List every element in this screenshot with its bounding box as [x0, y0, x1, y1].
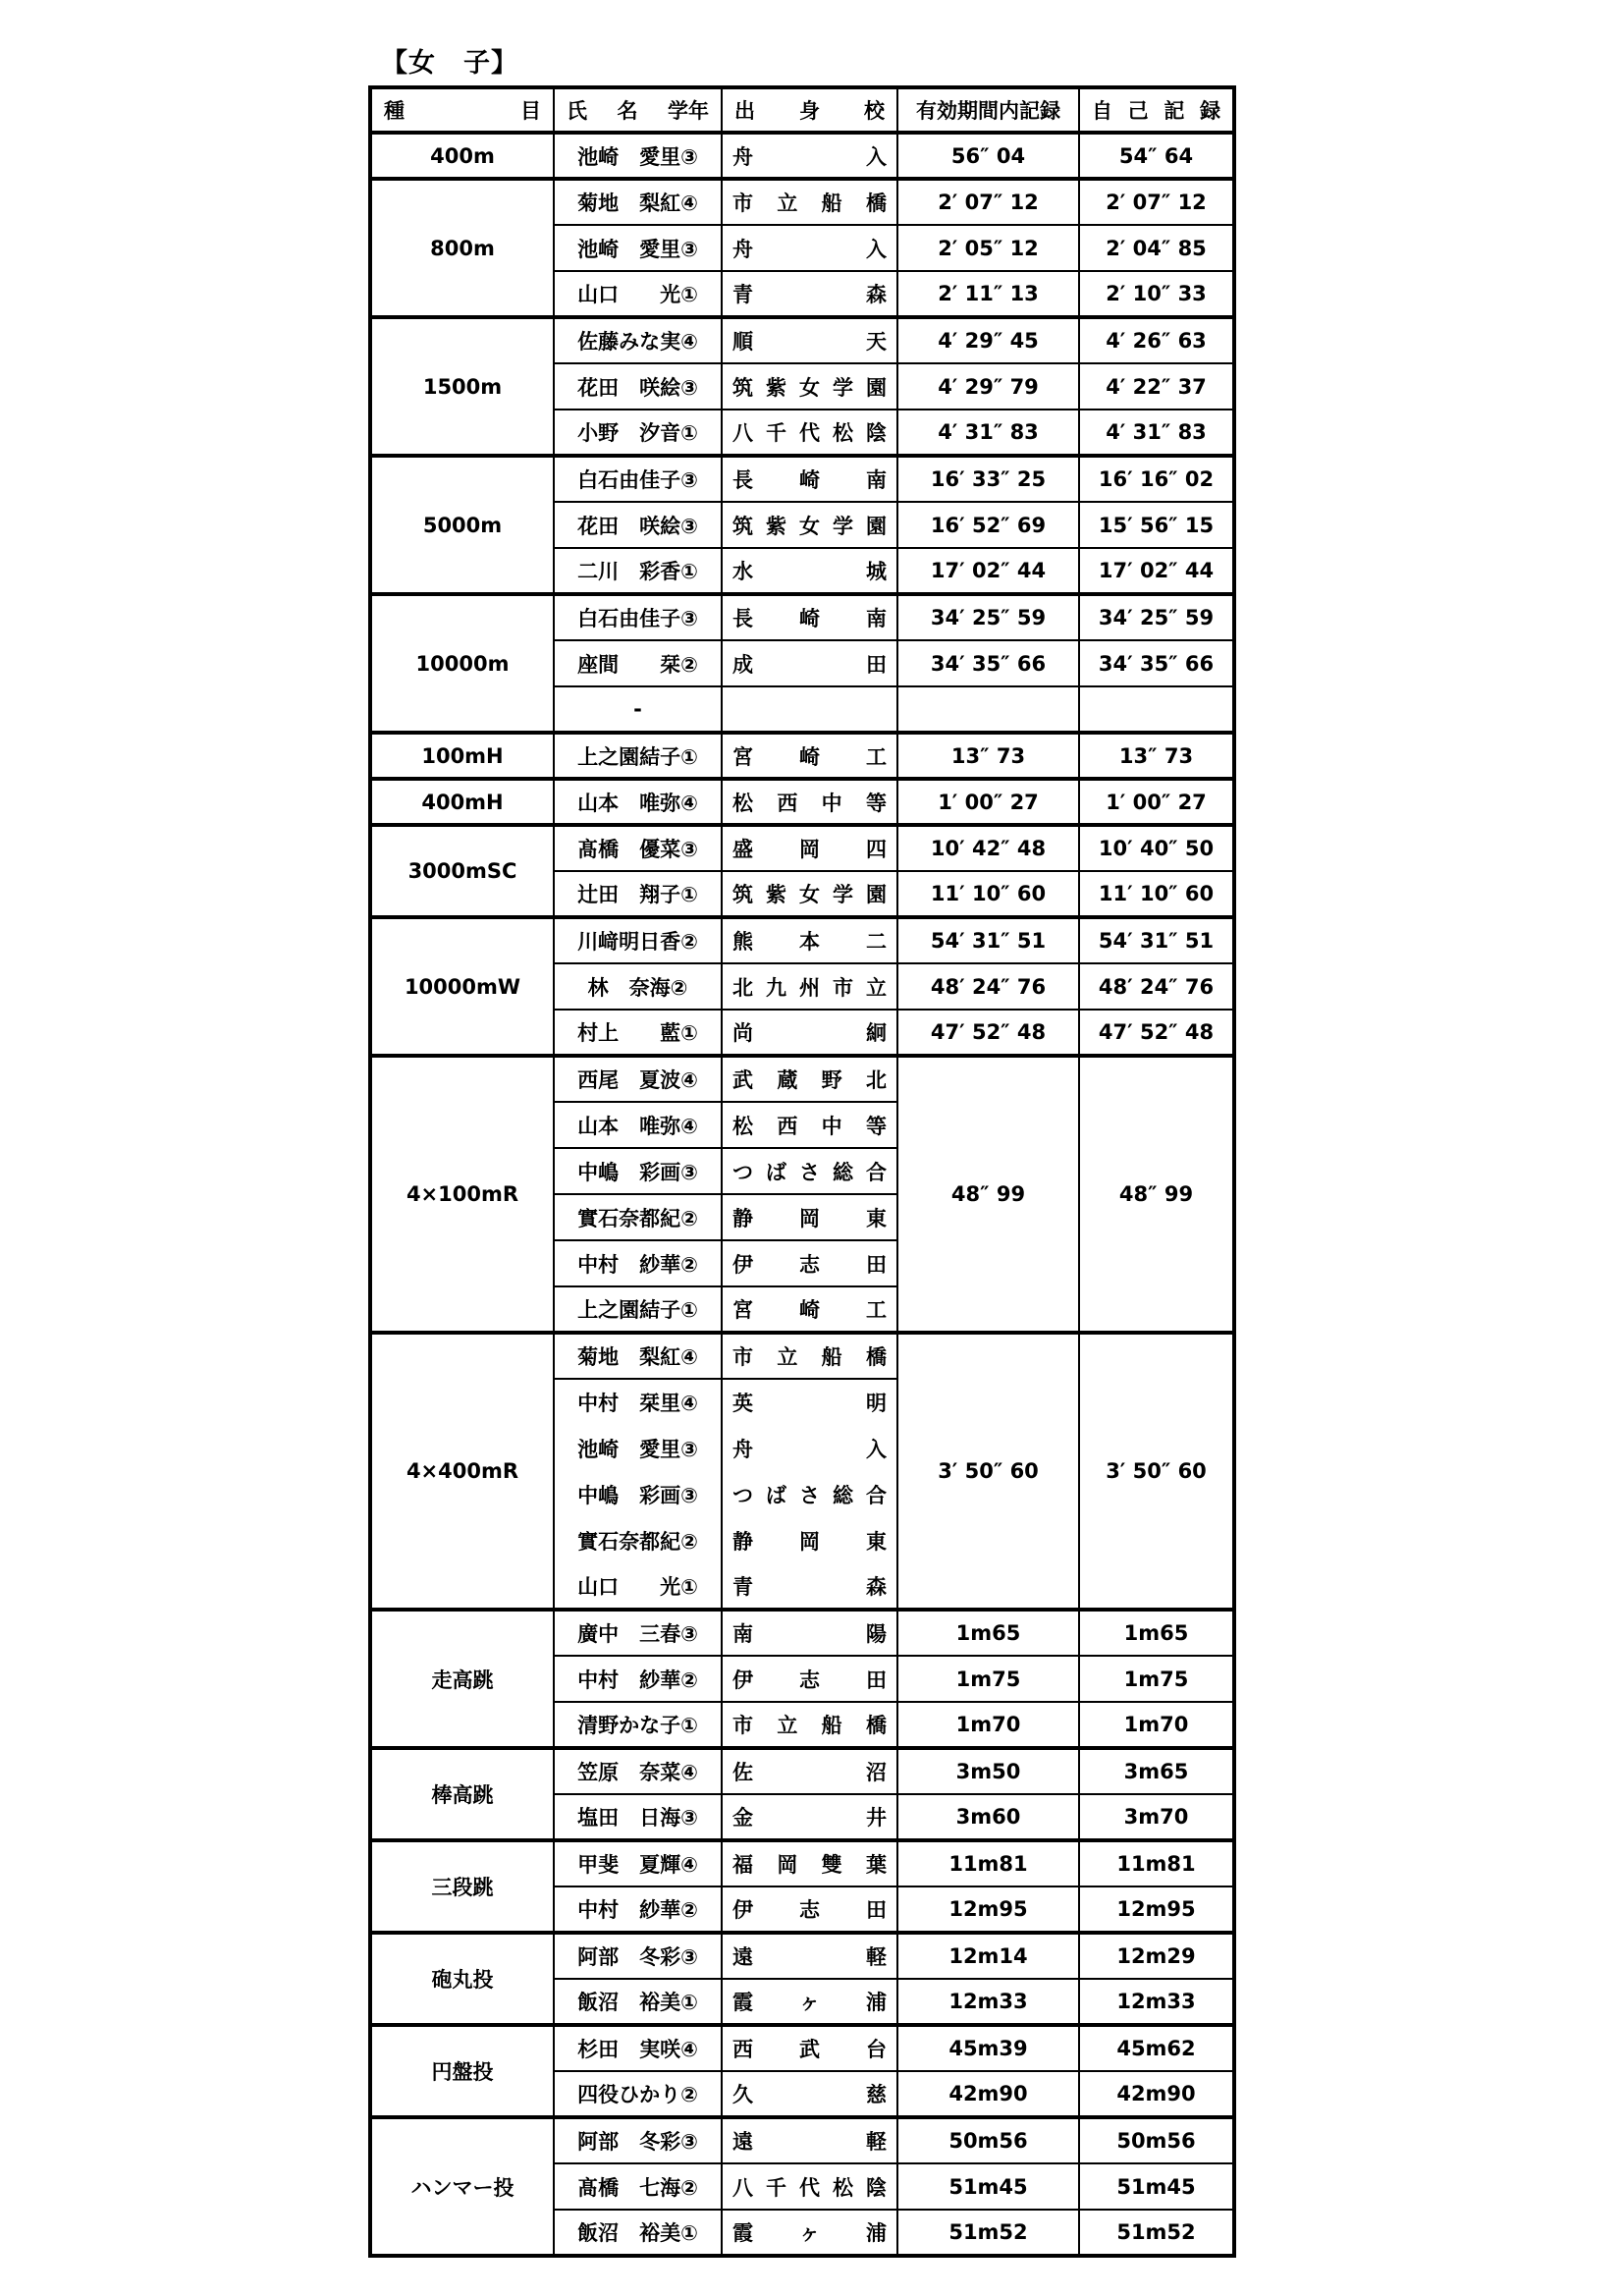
- personal-record-cell: 48″ 99: [1079, 1056, 1234, 1333]
- athlete-name-cell: 杉田 実咲④: [554, 2025, 722, 2071]
- valid-record-cell: 47′ 52″ 48: [897, 1010, 1079, 1056]
- personal-record-cell: 45m62: [1079, 2025, 1234, 2071]
- school-cell: 霞 ヶ 浦: [722, 1979, 897, 2025]
- personal-record-cell: 1′ 00″ 27: [1079, 779, 1234, 825]
- athlete-name-cell: 菊地 梨紅④: [554, 1333, 722, 1379]
- valid-record-cell: 48″ 99: [897, 1056, 1079, 1333]
- event-cell: 5000m: [370, 456, 554, 594]
- school-cell: 舟 入: [722, 1425, 897, 1471]
- athlete-name-cell: 上之園結子①: [554, 1286, 722, 1333]
- table-row: [370, 594, 1234, 640]
- school-cell: 静 岡 東: [722, 1194, 897, 1240]
- personal-record-cell: 42m90: [1079, 2071, 1234, 2117]
- personal-record-cell: 48′ 24″ 76: [1079, 963, 1234, 1010]
- athlete-name-cell: 上之園結子①: [554, 733, 722, 779]
- school-cell: 長 崎 南: [722, 594, 897, 640]
- personal-record-cell: 1m70: [1079, 1702, 1234, 1748]
- school-cell: 筑 紫 女 学 園: [722, 363, 897, 410]
- table-row: [370, 1933, 1234, 1979]
- table-row: [370, 733, 1234, 779]
- school-cell: 宮 崎 工: [722, 1286, 897, 1333]
- valid-record-cell: 48′ 24″ 76: [897, 963, 1079, 1010]
- school-cell: 宮 崎 工: [722, 733, 897, 779]
- athlete-name-cell: 飯沼 裕美①: [554, 1979, 722, 2025]
- school-cell: 南 陽: [722, 1610, 897, 1656]
- event-cell: 砲丸投: [370, 1933, 554, 2025]
- table-row: [370, 1333, 1234, 1379]
- personal-record-cell: 3m65: [1079, 1748, 1234, 1794]
- valid-record-cell: 3m60: [897, 1794, 1079, 1840]
- personal-record-cell: 34′ 35″ 66: [1079, 640, 1234, 686]
- table-row: [370, 1610, 1234, 1656]
- school-cell: 伊 志 田: [722, 1656, 897, 1702]
- athlete-name-cell: 花田 咲絵③: [554, 363, 722, 410]
- event-cell: 三段跳: [370, 1840, 554, 1933]
- school-cell: 西 武 台: [722, 2025, 897, 2071]
- athlete-name-cell: 山本 唯弥④: [554, 1102, 722, 1148]
- school-cell: 松 西 中 等: [722, 1102, 897, 1148]
- school-cell: 順 天: [722, 317, 897, 363]
- valid-record-cell: 51m45: [897, 2163, 1079, 2210]
- table-row: [370, 2117, 1234, 2163]
- valid-record-cell: 11m81: [897, 1840, 1079, 1886]
- school-cell: 舟 入: [722, 133, 897, 179]
- athlete-name-cell: 四役ひかり②: [554, 2071, 722, 2117]
- valid-record-cell: 34′ 35″ 66: [897, 640, 1079, 686]
- personal-record-cell: 11′ 10″ 60: [1079, 871, 1234, 917]
- school-cell: 盛 岡 四: [722, 825, 897, 871]
- athlete-name-cell: 髙橋 優菜③: [554, 825, 722, 871]
- school-cell: 市 立 船 橋: [722, 1333, 897, 1379]
- athlete-name-cell: 清野かな子①: [554, 1702, 722, 1748]
- personal-record-cell: 15′ 56″ 15: [1079, 502, 1234, 548]
- event-cell: 100mH: [370, 733, 554, 779]
- school-cell: つ ば さ 総 合: [722, 1471, 897, 1517]
- personal-record-cell: 51m45: [1079, 2163, 1234, 2210]
- table-row: [370, 825, 1234, 871]
- athlete-name-cell: 小野 汐音①: [554, 410, 722, 456]
- column-header-school: 出 身 校: [722, 87, 897, 133]
- school-cell: 遠 軽: [722, 1933, 897, 1979]
- school-cell: 佐 沼: [722, 1748, 897, 1794]
- event-cell: 棒高跳: [370, 1748, 554, 1840]
- school-cell: 松 西 中 等: [722, 779, 897, 825]
- athlete-name-cell: 甲斐 夏輝④: [554, 1840, 722, 1886]
- table-row: [370, 317, 1234, 363]
- page-title: 【女 子】: [381, 48, 518, 79]
- personal-record-cell: 47′ 52″ 48: [1079, 1010, 1234, 1056]
- valid-record-cell: 50m56: [897, 2117, 1079, 2163]
- event-cell: 3000mSC: [370, 825, 554, 917]
- school-cell: 青 森: [722, 271, 897, 317]
- personal-record-cell: 4′ 26″ 63: [1079, 317, 1234, 363]
- personal-record-cell: 2′ 10″ 33: [1079, 271, 1234, 317]
- valid-record-cell: [897, 686, 1079, 733]
- athlete-name-cell: 村上 藍①: [554, 1010, 722, 1056]
- school-cell: 長 崎 南: [722, 456, 897, 502]
- school-cell: 八 千 代 松 陰: [722, 2163, 897, 2210]
- athlete-name-cell: 髙橋 七海②: [554, 2163, 722, 2210]
- athlete-name-cell: 山口 光①: [554, 271, 722, 317]
- valid-record-cell: 17′ 02″ 44: [897, 548, 1079, 594]
- school-cell: 成 田: [722, 640, 897, 686]
- personal-record-cell: 2′ 04″ 85: [1079, 225, 1234, 271]
- valid-record-cell: 16′ 33″ 25: [897, 456, 1079, 502]
- column-header-personal: 自 己 記 録: [1079, 87, 1234, 133]
- school-cell: 舟 入: [722, 225, 897, 271]
- personal-record-cell: 17′ 02″ 44: [1079, 548, 1234, 594]
- athlete-name-cell: 辻田 翔子①: [554, 871, 722, 917]
- table-row: [370, 456, 1234, 502]
- valid-record-cell: 42m90: [897, 2071, 1079, 2117]
- athlete-name-cell: 座間 栞②: [554, 640, 722, 686]
- valid-record-cell: 4′ 31″ 83: [897, 410, 1079, 456]
- event-cell: 円盤投: [370, 2025, 554, 2117]
- personal-record-cell: 54″ 64: [1079, 133, 1234, 179]
- athlete-name-cell: 廣中 三春③: [554, 1610, 722, 1656]
- school-cell: 筑 紫 女 学 園: [722, 502, 897, 548]
- athlete-name-cell: 川﨑明日香②: [554, 917, 722, 963]
- valid-record-cell: 16′ 52″ 69: [897, 502, 1079, 548]
- valid-record-cell: 1m65: [897, 1610, 1079, 1656]
- valid-record-cell: 2′ 07″ 12: [897, 179, 1079, 225]
- school-cell: 水 城: [722, 548, 897, 594]
- personal-record-cell: 1m65: [1079, 1610, 1234, 1656]
- valid-record-cell: 56″ 04: [897, 133, 1079, 179]
- personal-record-cell: 12m29: [1079, 1933, 1234, 1979]
- athlete-name-cell: 阿部 冬彩③: [554, 1933, 722, 1979]
- athlete-name-cell: 山本 唯弥④: [554, 779, 722, 825]
- personal-record-cell: 2′ 07″ 12: [1079, 179, 1234, 225]
- table-row: [370, 179, 1234, 225]
- personal-record-cell: 50m56: [1079, 2117, 1234, 2163]
- valid-record-cell: 51m52: [897, 2210, 1079, 2256]
- school-cell: 久 慈: [722, 2071, 897, 2117]
- athlete-name-cell: 塩田 日海③: [554, 1794, 722, 1840]
- athlete-name-cell: 菊地 梨紅④: [554, 179, 722, 225]
- school-cell: 北 九 州 市 立: [722, 963, 897, 1010]
- athlete-name-cell: 二川 彩香①: [554, 548, 722, 594]
- athlete-name-cell: 中村 栞里④: [554, 1379, 722, 1425]
- table-row: [370, 779, 1234, 825]
- header-row: [370, 87, 1234, 133]
- event-cell: 400mH: [370, 779, 554, 825]
- school-cell: 八 千 代 松 陰: [722, 410, 897, 456]
- valid-record-cell: 45m39: [897, 2025, 1079, 2071]
- valid-record-cell: 3m50: [897, 1748, 1079, 1794]
- table-row: [370, 133, 1234, 179]
- athlete-name-cell: 中村 紗華②: [554, 1656, 722, 1702]
- personal-record-cell: 51m52: [1079, 2210, 1234, 2256]
- valid-record-cell: 4′ 29″ 45: [897, 317, 1079, 363]
- school-cell: 福 岡 雙 葉: [722, 1840, 897, 1886]
- personal-record-cell: 4′ 22″ 37: [1079, 363, 1234, 410]
- athlete-name-cell: 林 奈海②: [554, 963, 722, 1010]
- personal-record-cell: 54′ 31″ 51: [1079, 917, 1234, 963]
- event-cell: 走高跳: [370, 1610, 554, 1748]
- event-cell: 1500m: [370, 317, 554, 456]
- athlete-name-cell: 阿部 冬彩③: [554, 2117, 722, 2163]
- valid-record-cell: 12m14: [897, 1933, 1079, 1979]
- valid-record-cell: 11′ 10″ 60: [897, 871, 1079, 917]
- athlete-name-cell: 西尾 夏波④: [554, 1056, 722, 1102]
- event-cell: 400m: [370, 133, 554, 179]
- athlete-name-cell: 中村 紗華②: [554, 1886, 722, 1933]
- valid-record-cell: 2′ 05″ 12: [897, 225, 1079, 271]
- school-cell: 霞 ヶ 浦: [722, 2210, 897, 2256]
- personal-record-cell: 10′ 40″ 50: [1079, 825, 1234, 871]
- personal-record-cell: [1079, 686, 1234, 733]
- school-cell: 熊 本 二: [722, 917, 897, 963]
- event-cell: 800m: [370, 179, 554, 317]
- personal-record-cell: 3m70: [1079, 1794, 1234, 1840]
- school-cell: 市 立 船 橋: [722, 179, 897, 225]
- personal-record-cell: 12m33: [1079, 1979, 1234, 2025]
- valid-record-cell: 4′ 29″ 79: [897, 363, 1079, 410]
- athlete-name-cell: 實石奈都紀②: [554, 1194, 722, 1240]
- valid-record-cell: 1m75: [897, 1656, 1079, 1702]
- valid-record-cell: 2′ 11″ 13: [897, 271, 1079, 317]
- personal-record-cell: 16′ 16″ 02: [1079, 456, 1234, 502]
- personal-record-cell: 1m75: [1079, 1656, 1234, 1702]
- table-body: [370, 133, 1234, 2256]
- personal-record-cell: 13″ 73: [1079, 733, 1234, 779]
- valid-record-cell: 13″ 73: [897, 733, 1079, 779]
- athlete-name-cell: 實石奈都紀②: [554, 1517, 722, 1563]
- valid-record-cell: 1′ 00″ 27: [897, 779, 1079, 825]
- event-cell: 10000m: [370, 594, 554, 733]
- athlete-name-cell: 山口 光①: [554, 1563, 722, 1610]
- valid-record-cell: 10′ 42″ 48: [897, 825, 1079, 871]
- women-records-table: [368, 85, 1236, 2258]
- school-cell: 英 明: [722, 1379, 897, 1425]
- athlete-name-cell: 白石由佳子③: [554, 456, 722, 502]
- athlete-name-cell: 飯沼 裕美①: [554, 2210, 722, 2256]
- athlete-name-cell: 池崎 愛里③: [554, 1425, 722, 1471]
- athlete-name-cell: 池崎 愛里③: [554, 225, 722, 271]
- school-cell: 伊 志 田: [722, 1886, 897, 1933]
- event-cell: 10000mW: [370, 917, 554, 1056]
- athlete-name-cell: -: [554, 686, 722, 733]
- personal-record-cell: 11m81: [1079, 1840, 1234, 1886]
- personal-record-cell: 3′ 50″ 60: [1079, 1333, 1234, 1610]
- valid-record-cell: 34′ 25″ 59: [897, 594, 1079, 640]
- school-cell: つ ば さ 総 合: [722, 1148, 897, 1194]
- athlete-name-cell: 中村 紗華②: [554, 1240, 722, 1286]
- school-cell: 市 立 船 橋: [722, 1702, 897, 1748]
- school-cell: 静 岡 東: [722, 1517, 897, 1563]
- table-row: [370, 1748, 1234, 1794]
- valid-record-cell: 54′ 31″ 51: [897, 917, 1079, 963]
- table-header: [370, 87, 1234, 133]
- valid-record-cell: 1m70: [897, 1702, 1079, 1748]
- athlete-name-cell: 池崎 愛里③: [554, 133, 722, 179]
- valid-record-cell: 12m33: [897, 1979, 1079, 2025]
- school-cell: 遠 軽: [722, 2117, 897, 2163]
- event-cell: 4×400mR: [370, 1333, 554, 1610]
- athlete-name-cell: 中嶋 彩画③: [554, 1148, 722, 1194]
- school-cell: 金 井: [722, 1794, 897, 1840]
- event-cell: 4×100mR: [370, 1056, 554, 1333]
- column-header-name: 氏 名 学年: [554, 87, 722, 133]
- personal-record-cell: 34′ 25″ 59: [1079, 594, 1234, 640]
- table-row: [370, 1056, 1234, 1102]
- school-cell: [722, 686, 897, 733]
- athlete-name-cell: 白石由佳子③: [554, 594, 722, 640]
- school-cell: 青 森: [722, 1563, 897, 1610]
- school-cell: 武 蔵 野 北: [722, 1056, 897, 1102]
- valid-record-cell: 3′ 50″ 60: [897, 1333, 1079, 1610]
- school-cell: 筑 紫 女 学 園: [722, 871, 897, 917]
- personal-record-cell: 12m95: [1079, 1886, 1234, 1933]
- athlete-name-cell: 笠原 奈菜④: [554, 1748, 722, 1794]
- table-row: [370, 2025, 1234, 2071]
- personal-record-cell: 4′ 31″ 83: [1079, 410, 1234, 456]
- school-cell: 尚 絅: [722, 1010, 897, 1056]
- school-cell: 伊 志 田: [722, 1240, 897, 1286]
- athlete-name-cell: 花田 咲絵③: [554, 502, 722, 548]
- event-cell: ハンマー投: [370, 2117, 554, 2256]
- table-row: [370, 917, 1234, 963]
- athlete-name-cell: 中嶋 彩画③: [554, 1471, 722, 1517]
- column-header-valid: 有効期間内記録: [897, 87, 1079, 133]
- athlete-name-cell: 佐藤みな実④: [554, 317, 722, 363]
- valid-record-cell: 12m95: [897, 1886, 1079, 1933]
- column-header-event: 種 目: [370, 87, 554, 133]
- table-row: [370, 1840, 1234, 1886]
